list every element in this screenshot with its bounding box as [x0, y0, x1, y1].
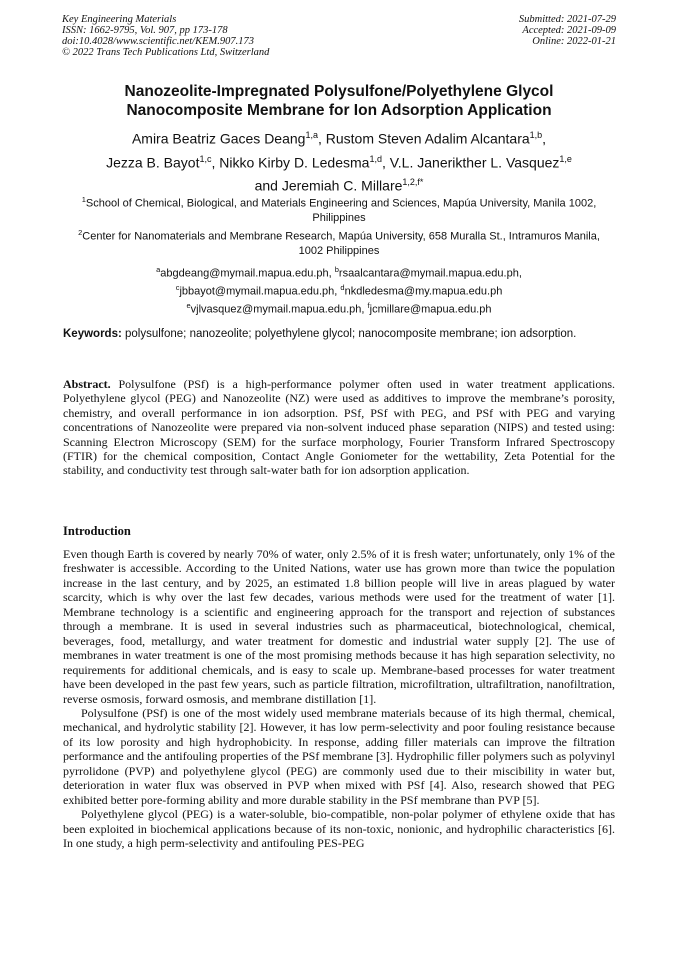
accepted-date: Accepted: 2021-09-09 [522, 25, 616, 36]
email-mark: c [175, 283, 180, 293]
author-name: V.L. Janerikther L. Vasquez [389, 154, 560, 171]
online-date: Online: 2022-01-21 [532, 36, 616, 47]
keywords-text: polysulfone; nanozeolite; polyethylene glycol; nanocomposite membrane; ion adsorption. [125, 328, 577, 340]
author-name: Amira Beatriz Gaces Deang [131, 130, 306, 147]
email-link[interactable]: abgdeang@mymail.mapua.edu.ph, [160, 267, 332, 280]
affiliation-mark: 1 [81, 195, 86, 204]
introduction-body [63, 547, 615, 851]
author-name: Jezza B. Bayot [106, 154, 200, 171]
email-mark: d [340, 283, 345, 293]
author-name: Nikko Kirby D. Ledesma [219, 154, 370, 171]
author-affiliation-mark: 1,b [529, 130, 543, 140]
journal-copyright: © 2022 Trans Tech Publications Ltd, Switzerland [62, 47, 270, 58]
email-link[interactable]: rsaalcantara@mymail.mapua.edu.ph, [338, 267, 522, 280]
email-mark: f [367, 301, 370, 311]
keywords-section [63, 327, 615, 341]
author-emails [70, 263, 608, 317]
publication-dates [519, 14, 616, 47]
email-mark: b [334, 265, 339, 274]
paragraph: Polysulfone (PSf) is one of the most widely used membrane materials because of its high thermal, chemical, mechanical, and hydrolytic stability [2]. However, it has low perm-selectivity and poor fouling resistance because of its low porosity and high hydrophobicity. In response, adding filler materials can improve the filtration performance and the antifouling properties of the PSf membrane [3]. Hydrophilic filler polymers such as polyvinyl pyrrolidone (PVP) and polyethylene glycol (PEG) are commonly used due to their miscibility in water but, deterioration in water flux was observed in PVP when mixed with PSf [4]. Also, research showed that PEG exhibited better pore-forming ability and more durable stability in the PSf membrane than PVP [5]. [63, 705, 615, 807]
paragraph: Polyethylene glycol (PEG) is a water-soluble, bio-compatible, non-polar polymer of ethylene oxide that has been exploited in biochemical applications because of its non-toxic, nonionic, and hydrophilic characteristics [6]. In one study, a high perm-selectivity and antifouling PES-PEG [63, 807, 615, 851]
email-mark: a [156, 265, 161, 274]
abstract-section [63, 377, 615, 478]
author-name: Jeremiah C. Millare [281, 177, 403, 194]
introduction-heading: Introduction [63, 524, 131, 538]
submitted-date: Submitted: 2021-07-29 [518, 14, 616, 25]
author-affiliation-mark: 1,d [369, 153, 382, 164]
paper-title [40, 82, 638, 120]
title-line-1: Nanozeolite-Impregnated Polysulfone/Polyethylene Glycol [124, 83, 554, 100]
abstract-text: Polysulfone (PSf) is a high-performance polymer often used in water treatment applications. Polyethylene glycol (PEG) and Nanozeolite (NZ) were used as additives to improve the membrane’s porosity, chemistry, and overall performance in ion adsorption. PSf, PSf with PEG, and PSf with PEG and varying concentrations of Nanozeolite were prepared via non-solvent induced phase separation (NIPS) and tested using: Scanning Electron Microscopy (SEM) for the surface morphology, Fourier Transform Infrared Spectroscopy (FTIR) for the chemical composition, Contact Angle Goniometer for the wettability, Zeta Potential for the stability, and conductivity test through salt-water bath for ion adsorption application. [63, 377, 615, 478]
author-affiliation-mark: 1,a [305, 130, 318, 140]
affiliation-2 [70, 226, 608, 259]
author-conjunction: and [254, 177, 278, 194]
affiliation-text: School of Chemical, Biological, and Materials Engineering and Sciences, Mapúa University, Manila 1002, Philippines [85, 197, 597, 225]
author-name: Rustom Steven Adalim Alcantara [325, 130, 530, 147]
title-line-2: Nanocomposite Membrane for Ion Adsorption Application [126, 102, 552, 119]
affiliation-mark: 2 [78, 228, 83, 237]
keywords-label: Keywords: [63, 328, 122, 340]
affiliation-text: Center for Nanomaterials and Membrane Research, Mapúa University, 658 Muralla St., Intramuros Manila, 1002 Philippines [82, 230, 600, 258]
affiliation-1 [70, 193, 608, 226]
journal-name: Key Engineering Materials [62, 14, 177, 25]
email-link[interactable]: jcmillare@mapua.edu.ph [369, 303, 492, 316]
author-affiliation-mark: 1,2,f* [402, 177, 424, 188]
journal-info [62, 14, 269, 58]
author-list: Amira Beatriz Gaces Deang$^{1,a}$, Rustom Steven Adalim Alcantara$^{1,b}$, Jezza B. Bayot$^{1,c}$, Nikko Kirby D. Ledesma$^{1,d}$, V.L. Janerikther L. Vasquez$^{1,e}$ and Jeremiah C. Millare$^{1,2,f*}$ [106, 130, 572, 194]
journal-issn: ISSN: 1662-9795, Vol. 907, pp 173-178 [62, 25, 228, 36]
email-link[interactable]: vjlvasquez@mymail.mapua.edu.ph, [190, 303, 365, 316]
email-link[interactable]: nkdledesma@my.mapua.edu.ph [344, 285, 503, 298]
email-link[interactable]: jbbayot@mymail.mapua.edu.ph, [179, 285, 338, 298]
paragraph: Even though Earth is covered by nearly 70% of water, only 2.5% of it is fresh water; unfortunately, only 1% of the freshwater is accessible. According to the United Nations, water use has grown more than twice the population increase in the last century, and by 2025, an estimated 1.8 billion people will live in areas plagued by water scarcity, which is why over the last few decades, various methods were used for the treatment of water [1]. Membrane technology is a scientific and engineering approach for the transport and rejection of substances through a membrane. It is used in several industries such as pharmaceutical, biotechnological, chemical, beverages, food, metallurgy, and water treatment for domestic and industrial water supply [2]. The use of membranes in water treatment is one of the most promising methods because it has high separation selectivity, no requirements for additional chemicals, and is easy to scale up. Membrane-based processes for water treatment have been developed in the past few years, such as particle filtration, microfiltration, ultrafiltration, nanofiltration, reverse osmosis, forward osmosis, and membrane distillation [1]. [63, 547, 615, 706]
abstract-label: Abstract. [63, 377, 111, 391]
email-mark: e [186, 301, 191, 311]
author-affiliation-mark: 1,e [559, 153, 572, 164]
author-affiliation-mark: 1,c [199, 153, 212, 164]
journal-doi: doi:10.4028/www.scientific.net/KEM.907.173 [62, 36, 254, 47]
